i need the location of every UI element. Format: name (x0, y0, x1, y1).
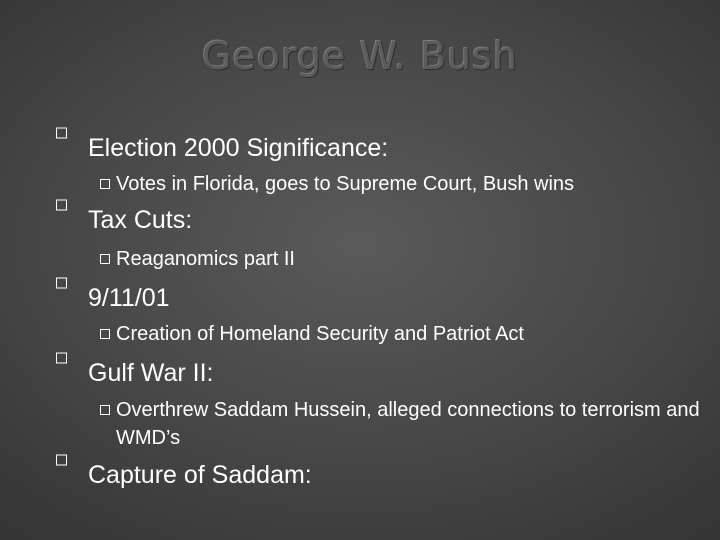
sub-bullet-item-florida (100, 170, 574, 198)
square-bullet-icon (56, 278, 67, 289)
bullet-text: Tax Cuts: (88, 206, 193, 234)
sub-bullet-text: Overthrew Saddam Hussein, alleged connections to terrorism and WMD’s (116, 399, 700, 449)
bullet-text: 9/11/01 (88, 284, 170, 312)
square-bullet-icon (56, 455, 67, 466)
bullet-text: Capture of Saddam: (88, 461, 312, 489)
sub-bullet-item-homeland-security (100, 320, 524, 348)
bullet-text: Gulf War II: (88, 359, 214, 387)
sub-bullet-text: Reaganomics part II (116, 248, 295, 270)
slide-title: George W. Bush (201, 34, 518, 78)
sub-bullet-text: Creation of Homeland Security and Patriot Act (116, 323, 524, 345)
square-sub-bullet-icon (100, 254, 110, 264)
square-bullet-icon (56, 128, 67, 139)
sub-bullet-item-reaganomics (100, 245, 295, 273)
square-sub-bullet-icon (100, 405, 110, 415)
square-sub-bullet-icon (100, 329, 110, 339)
square-bullet-icon (56, 200, 67, 211)
square-bullet-icon (56, 353, 67, 364)
sub-bullet-text: Votes in Florida, goes to Supreme Court, Bush wins (116, 173, 575, 195)
sub-bullet-item-saddam (100, 396, 700, 452)
square-sub-bullet-icon (100, 179, 110, 189)
bullet-text: Election 2000 Significance: (88, 134, 389, 162)
